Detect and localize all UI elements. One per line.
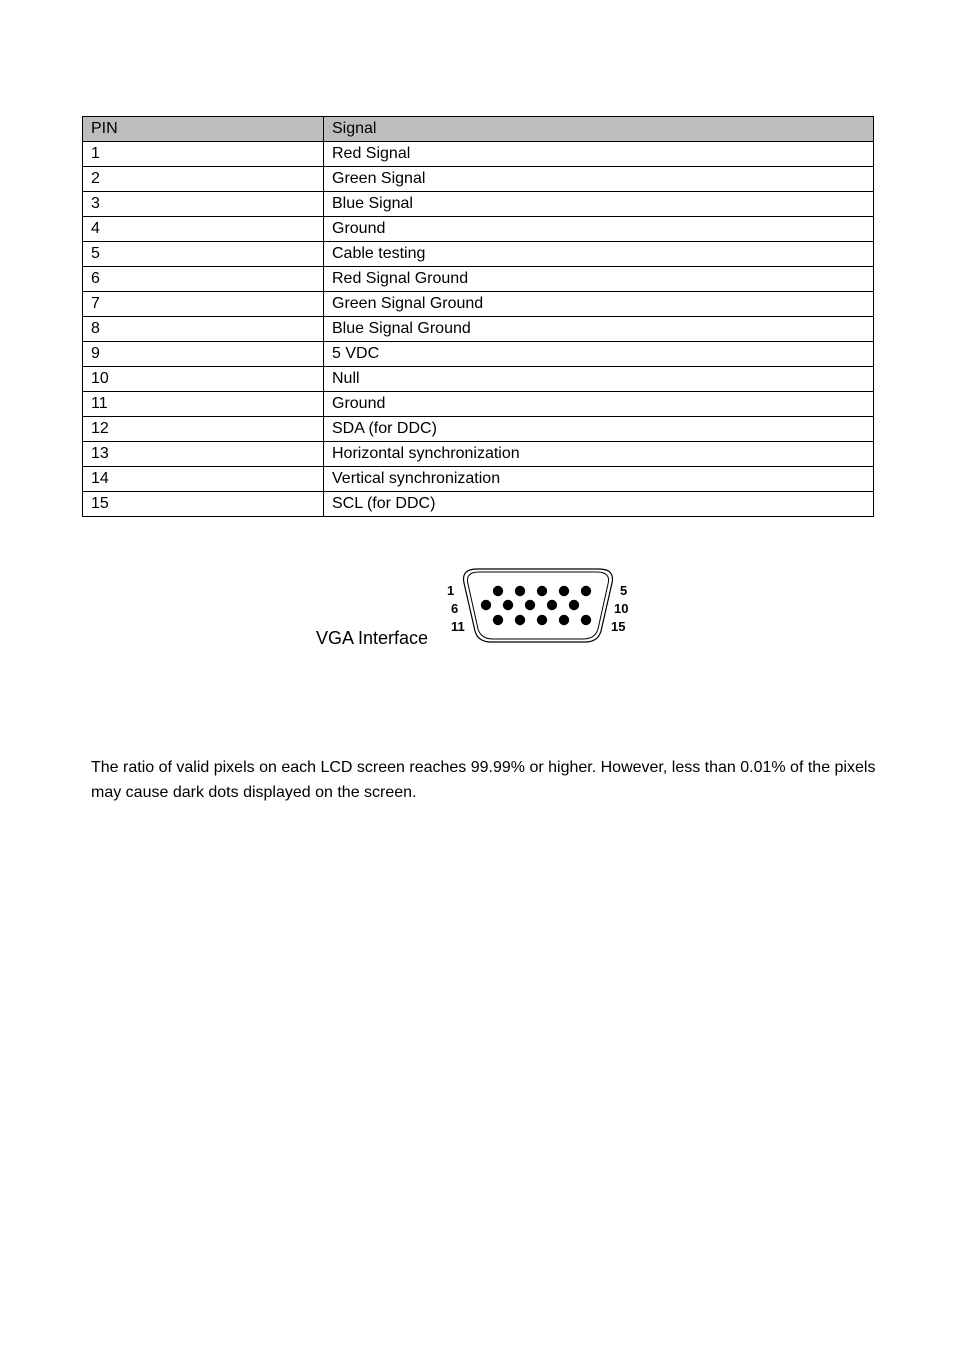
pin-signal: Ground (324, 392, 874, 417)
table-row (83, 267, 874, 292)
vga-pin-5 (581, 586, 591, 596)
table-row (83, 242, 874, 267)
vga-pin-7 (503, 600, 513, 610)
pixel-ratio-note: The ratio of valid pixels on each LCD screen reaches 99.99% or higher. However, less than 0.01% of the pixels may cause dark dots displayed on the screen. (91, 759, 876, 801)
vga-connector-diagram (444, 563, 636, 647)
table-row (83, 442, 874, 467)
pin-signal: Vertical synchronization (324, 467, 874, 492)
pin-signal: SCL (for DDC) (324, 492, 874, 517)
pin-number: 14 (83, 467, 324, 492)
table-row (83, 467, 874, 492)
pin-signal: Horizontal synchronization (324, 442, 874, 467)
pin-label-1: 1 (447, 583, 455, 598)
vga-pin-14 (559, 615, 569, 625)
pin-number: 1 (83, 142, 324, 167)
table-row (83, 142, 874, 167)
vga-pin-15 (581, 615, 591, 625)
pin-number: 6 (83, 267, 324, 292)
vga-pin-6 (481, 600, 491, 610)
vga-pin-10 (569, 600, 579, 610)
signal-column-header: Signal (324, 117, 874, 142)
pin-number: 8 (83, 317, 324, 342)
pin-signal: Blue Signal Ground (324, 317, 874, 342)
table-row (83, 167, 874, 192)
pin-number: 15 (83, 492, 324, 517)
pin-number: 3 (83, 192, 324, 217)
vga-pin-8 (525, 600, 535, 610)
table-row (83, 192, 874, 217)
vga-pin-3 (537, 586, 547, 596)
pin-signal: SDA (for DDC) (324, 417, 874, 442)
table-row (83, 342, 874, 367)
pin-signal: Blue Signal (324, 192, 874, 217)
pin-label-10: 10 (614, 601, 629, 616)
vga-pin-4 (559, 586, 569, 596)
pin-signal: Cable testing (324, 242, 874, 267)
vga-pin-13 (537, 615, 547, 625)
vga-pin-2 (515, 586, 525, 596)
table-row (83, 367, 874, 392)
pin-number: 13 (83, 442, 324, 467)
pin-number: 4 (83, 217, 324, 242)
pin-number: 7 (83, 292, 324, 317)
table-row (83, 317, 874, 342)
pin-number: 5 (83, 242, 324, 267)
pin-number: 12 (83, 417, 324, 442)
pin-label-15: 15 (611, 619, 626, 634)
pin-label-5: 5 (620, 583, 628, 598)
pin-column-header: PIN (83, 117, 324, 142)
pin-signal-table (82, 116, 874, 517)
pin-signal: Red Signal (324, 142, 874, 167)
vga-pin-12 (515, 615, 525, 625)
pin-number: 9 (83, 342, 324, 367)
vga-pin-1 (493, 586, 503, 596)
pin-label-6: 6 (451, 601, 459, 616)
pin-number: 11 (83, 392, 324, 417)
pin-number: 10 (83, 367, 324, 392)
table-row (83, 292, 874, 317)
pin-signal: 5 VDC (324, 342, 874, 367)
pin-signal: Green Signal (324, 167, 874, 192)
pin-number: 2 (83, 167, 324, 192)
pin-signal: Red Signal Ground (324, 267, 874, 292)
vga-pin-11 (493, 615, 503, 625)
table-row (83, 392, 874, 417)
vga-pin-9 (547, 600, 557, 610)
pin-signal: Green Signal Ground (324, 292, 874, 317)
pin-signal: Ground (324, 217, 874, 242)
table-row (83, 492, 874, 517)
vga-interface-caption: VGA Interface (316, 628, 429, 648)
pin-signal: Null (324, 367, 874, 392)
table-row (83, 217, 874, 242)
pin-label-11: 11 (451, 619, 465, 634)
table-header-row (83, 117, 874, 142)
table-row (83, 417, 874, 442)
